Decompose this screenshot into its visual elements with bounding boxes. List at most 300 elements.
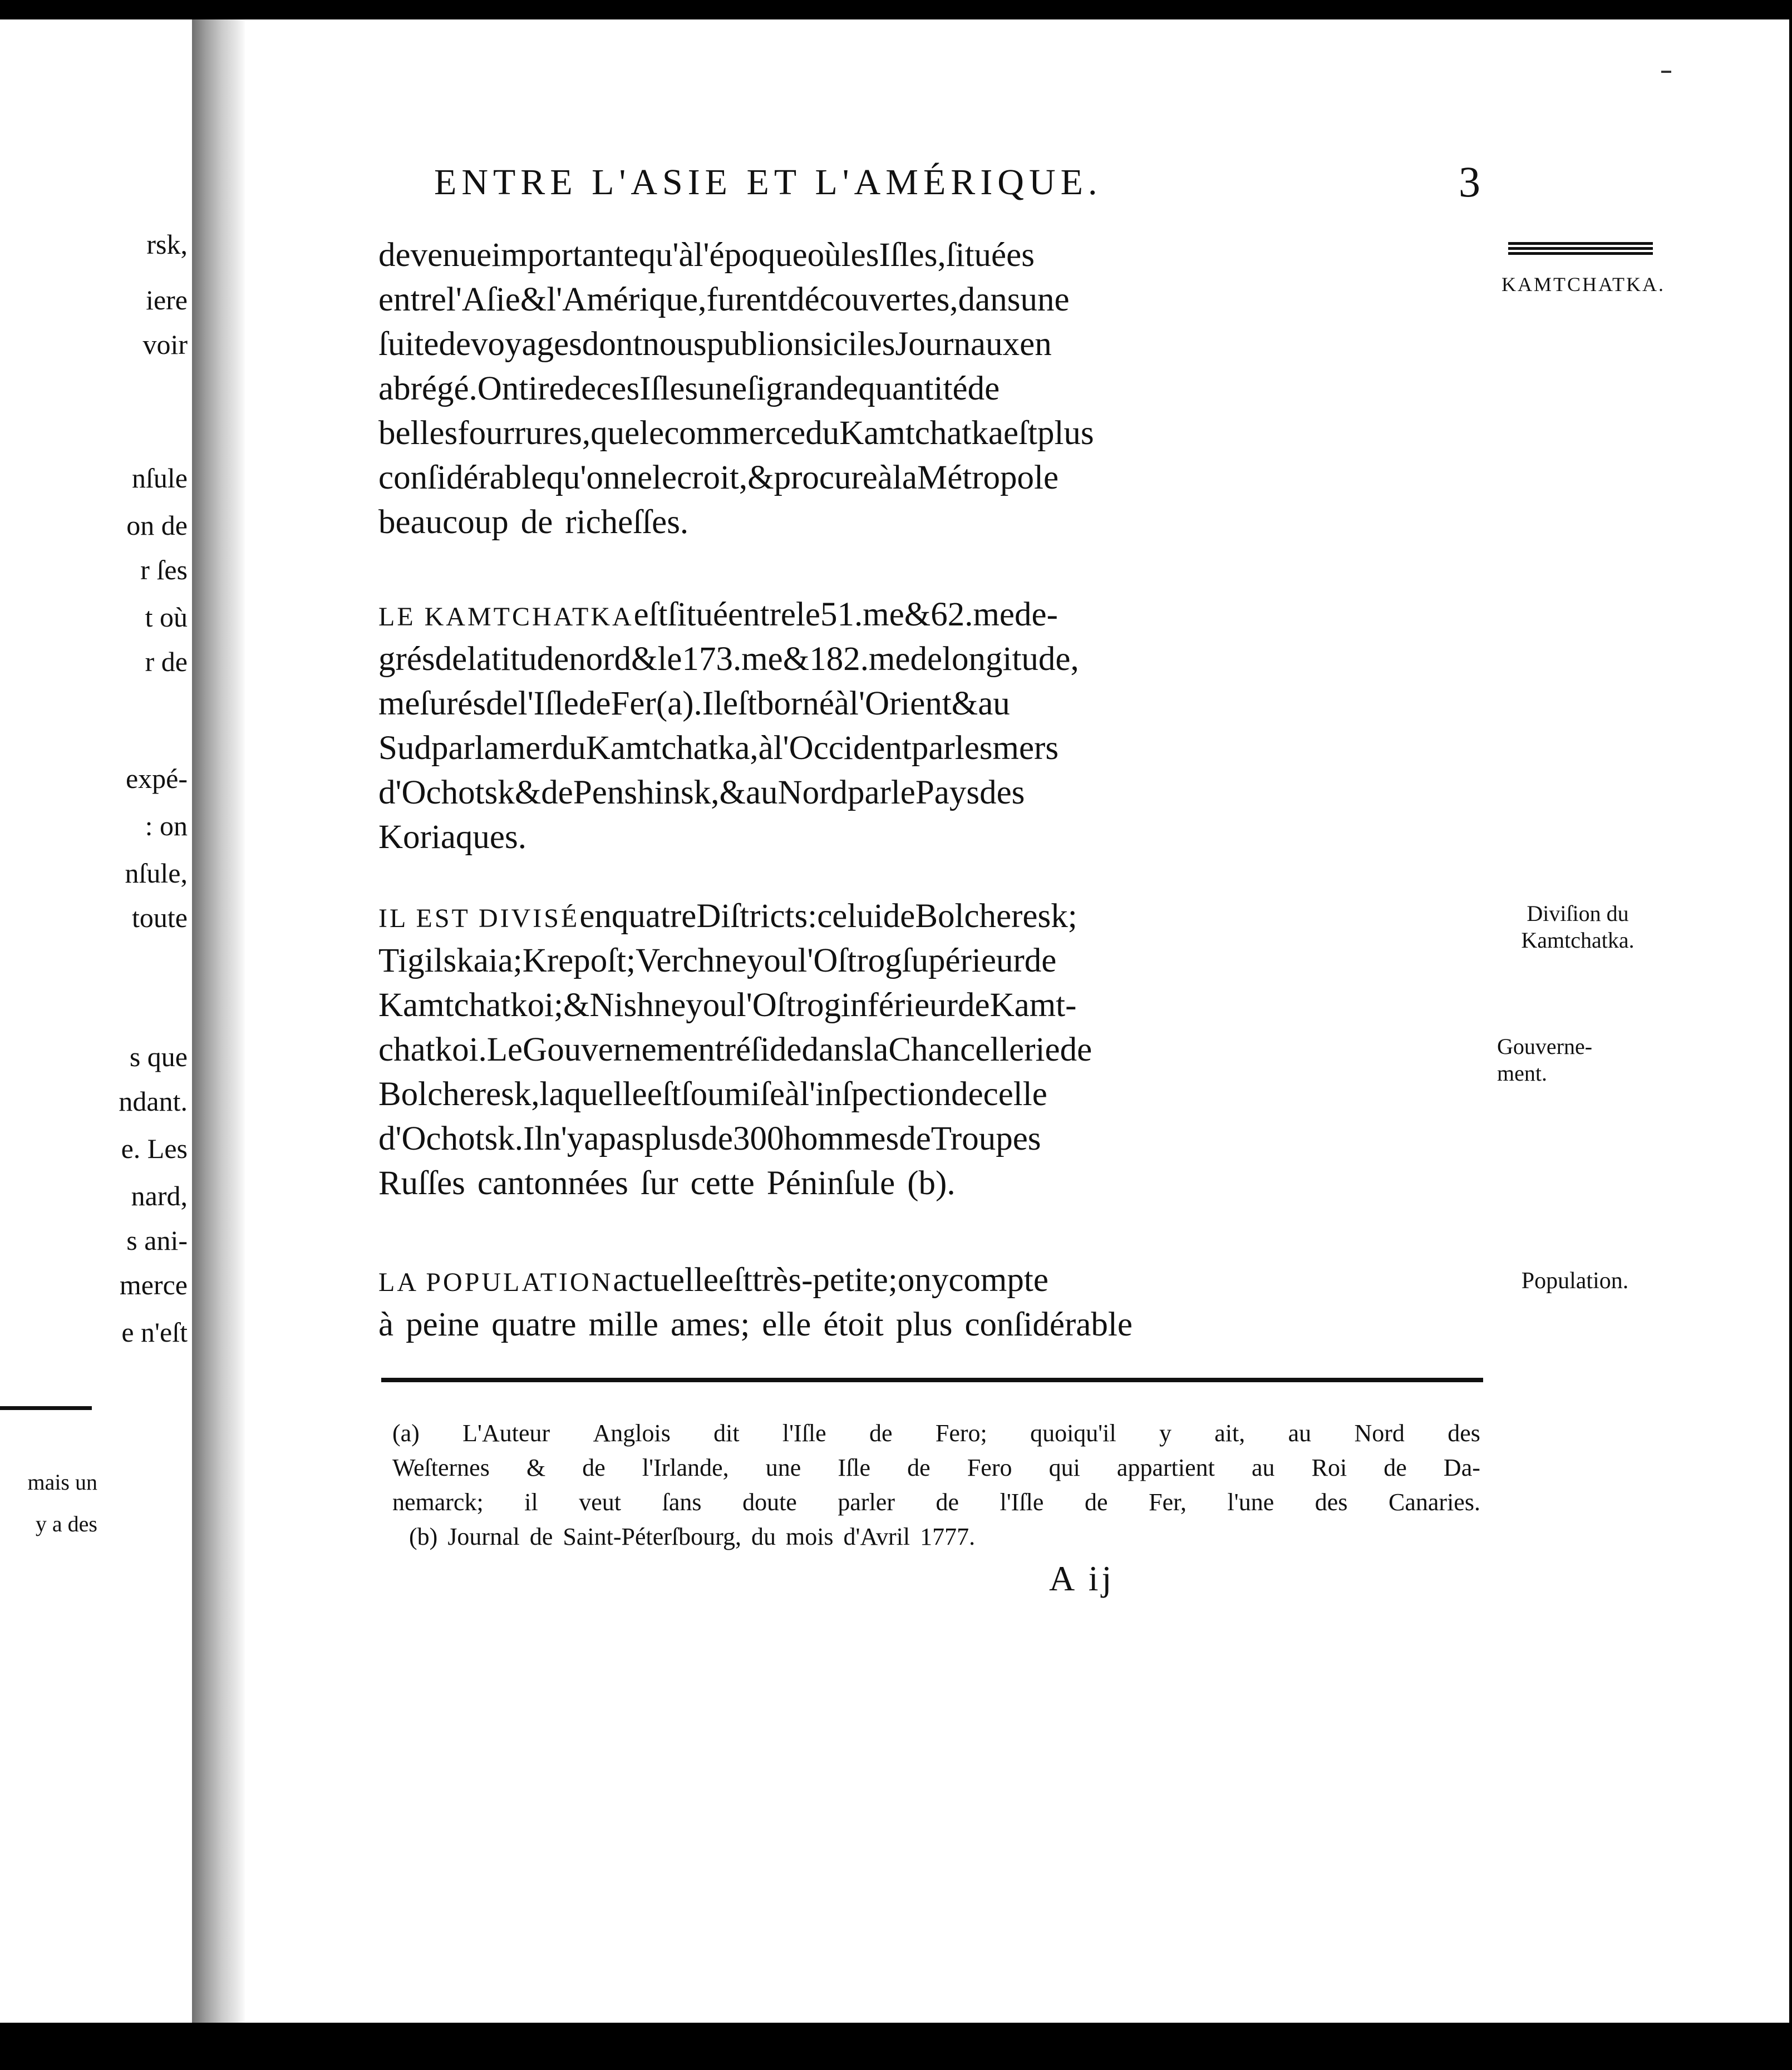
word: une [1020,281,1070,318]
running-header [434,157,1480,211]
page-number: 3 [1459,157,1480,206]
footnote-word: Weſternes [392,1454,490,1481]
word: l'Aſie [446,281,520,318]
word: Krepoſt; [522,942,636,979]
word: le [795,596,820,633]
word: eſt [718,1261,752,1299]
word: compte [948,1261,1048,1299]
word: (b). [907,1165,956,1202]
word: nord [569,640,631,678]
footnote-word: Roi [1311,1454,1347,1481]
margin-note-gouv-line1: Gouverne- [1497,1034,1593,1059]
word: Fer [611,685,656,722]
footnote-word: quoiqu'il [1030,1420,1116,1447]
word: du [805,415,840,452]
word: Il [702,685,723,722]
word: les [841,236,879,274]
text-line [378,278,1480,322]
footnote-word: de [529,1523,553,1550]
word: eſt [633,596,668,633]
text-line [378,1028,1480,1072]
word: & [747,459,774,496]
word: de [541,774,573,811]
left-page-text-fragment: on de [126,510,188,541]
text-line [378,500,1480,545]
word: ſupérieur [902,942,1025,979]
text-line [378,637,1480,682]
word: & [951,685,978,722]
text-line [378,1303,1480,1347]
footnote-word: Anglois [593,1420,671,1447]
word: le [652,459,677,496]
word: quatre [611,898,697,935]
word: Iſles, [879,236,946,274]
word: à [834,685,849,722]
word: Bolcheresk; [915,898,1077,935]
left-page-text-fragment: nſule [132,462,188,494]
footnotes [392,1416,1480,1554]
left-page-text-fragment: r de [145,646,188,677]
word: Diſtricts: [696,898,818,935]
footnote-word: 1777. [920,1523,976,1550]
word: d'Ochotsk [378,774,515,811]
text-line [378,815,1480,860]
word: Kamt- [989,987,1077,1024]
left-page-text-fragment: nard, [131,1180,188,1211]
word: 51.me [820,596,904,633]
word: Iſles [639,370,698,407]
word: & [563,987,590,1024]
text-line [378,593,1480,637]
word: conſidérable [964,1306,1133,1343]
word: Ruſſes [378,1165,465,1202]
left-page-text-fragment: e n'eſt [121,1317,188,1348]
word: à [378,1306,394,1343]
word: ici [823,326,858,363]
text-line [378,894,1480,939]
word: cantonnées [477,1165,628,1202]
word: le [639,415,664,452]
word: ſi [747,370,766,407]
word: que [590,415,640,452]
footnote-word: ait, [1214,1420,1245,1447]
footnote-word: une [765,1454,801,1481]
word: de [958,987,990,1024]
word: peine [406,1306,480,1343]
word: entre [378,281,446,318]
word: une [698,370,747,407]
word: ames; [670,1306,750,1343]
word: découvertes, [787,281,958,318]
word: beaucoup [378,504,509,541]
word: (a). [656,685,702,722]
word: de [899,1120,931,1157]
word: l'Oſtrog [736,987,841,1024]
left-page-text-fragment: expé- [125,763,188,794]
word: Koriaques. [378,819,526,856]
margin-note-division-line1: Diviſion du [1527,901,1629,926]
word: du [552,730,586,767]
word: en [579,898,612,935]
word: Gouvernement [523,1031,725,1068]
word: inférieur [841,987,958,1024]
word: Kamtchatka [839,415,1003,452]
word: voyages [471,326,582,363]
text-line [378,322,1480,367]
footnote-line [392,1485,1480,1520]
word: par [431,730,475,767]
footnote-word: ſans [662,1489,702,1516]
left-page-text-fragment: : on [145,810,188,841]
word: nous [642,326,707,363]
word: l'Occident [773,730,912,767]
left-page-text-fragment: rsk, [146,229,188,260]
word: Il [523,1120,544,1157]
word: Chancellerie [888,1031,1060,1068]
text-line [378,1258,1480,1303]
left-page-text-fragment: ndant. [119,1086,188,1117]
left-page-text-fragment: iere [146,284,188,316]
word: y [931,1261,949,1299]
word: Kamtchatka, [585,730,759,767]
word: Nord [777,774,848,811]
left-page-text-fragment: s que [129,1041,188,1072]
footnote-word: Saint-Péterſbourg, [563,1523,741,1550]
left-page-text-fragment: nſule, [125,857,188,889]
word: de- [1015,596,1058,633]
word: au [745,774,778,811]
left-page-fragment [0,19,192,2023]
left-page-text-fragment: e. Les [121,1133,188,1164]
word: en [1020,326,1052,363]
word: commerce [664,415,806,452]
footnote-line [392,1416,1480,1451]
word: hommes [784,1120,899,1157]
word: 300 [733,1120,784,1157]
word: & [631,640,658,678]
word: ces [596,370,640,407]
footnote-word: l'une [1227,1489,1274,1516]
left-page-text-fragment: toute [132,902,188,933]
word: Journaux [895,326,1020,363]
right-page [245,19,1789,2023]
header-title: ENTRE L'ASIE ET L'AMÉRIQUE. [434,162,1102,203]
word: & [520,281,547,318]
word: Troupes [931,1120,1041,1157]
footnote-word: Da- [1443,1454,1480,1481]
word: longitude, [942,640,1079,678]
word: quatre [491,1306,577,1343]
left-page-footnote-fragment: y a des [35,1511,97,1536]
word: Pays [915,774,980,811]
footnote-word: nemarck; [392,1489,484,1516]
text-line [378,939,1480,983]
word: 62.me [931,596,1015,633]
margin-note-gouvernement [1497,1033,1664,1087]
word: de [951,1076,983,1113]
word: à [758,730,774,767]
word: de [564,370,597,407]
word: entre [728,596,796,633]
word: conſidérable [378,459,547,496]
word: de [486,685,518,722]
word: & [719,774,746,811]
word: l'Orient [849,685,952,722]
word: on [897,1261,932,1299]
footnote-word: l'Iſle [1000,1489,1044,1516]
word: mer [499,730,552,767]
word: borné [757,685,834,722]
footnote-word: l'Irlande, [642,1454,729,1481]
paragraph-1 [378,233,1480,545]
word: plus [895,1306,953,1343]
margin-ornament [1508,242,1653,261]
word: & [782,640,810,678]
footnote-word: y [1159,1420,1171,1447]
word: LE KAMTCHATKA [378,602,634,632]
paragraph-2 [378,593,1480,860]
word: ſituées [946,236,1035,274]
word: quantité [858,370,968,407]
word: ſuite [378,326,439,363]
word: pas [599,1120,644,1157]
word: grés [378,640,435,678]
footnote-word: d'Avril [843,1523,910,1550]
word: importante [491,236,639,274]
word: où [807,236,841,274]
footnote-word: de [869,1420,893,1447]
footnote-word: du [751,1523,776,1550]
footnote-word: Nord [1354,1420,1405,1447]
footnote-word: appartient [1116,1454,1215,1481]
word: belles [378,415,458,452]
word: Bolcheresk, [378,1076,540,1113]
word: richeſſes. [565,504,689,541]
footnote-line [392,1451,1480,1485]
footnote-word: doute [742,1489,797,1516]
word: très-petite; [752,1261,898,1299]
footnote-rule [381,1378,1483,1382]
word: plus [1037,415,1094,452]
word: tire [519,370,564,407]
text-line [378,1161,1480,1206]
footnote-word: dit [713,1420,740,1447]
word: à [785,1076,800,1113]
word: celle [983,1076,1047,1113]
footnote-word: l'Iſle [782,1420,826,1447]
word: qu'à [638,236,694,274]
word: de [701,1120,733,1157]
word: Tigilskaia; [378,942,523,979]
footnote-word: de [1085,1489,1108,1516]
word: l'Iſle [518,685,579,722]
word: eſt [723,685,757,722]
margin-note-division-line2: Kamtchatka. [1521,928,1635,953]
footnote-word: Canaries. [1389,1489,1480,1516]
word: le [890,774,915,811]
word: ſoumiſe [681,1076,785,1113]
scan-mark [1661,71,1671,73]
footnote-word: veut [579,1489,622,1516]
word: Péninſule [766,1165,895,1202]
word: mers [992,730,1059,767]
word: de [435,640,467,678]
word: chatkoi. [378,1031,487,1068]
footnote-word: qui [1048,1454,1080,1481]
word: eſt [1003,415,1037,452]
word: latitude [467,640,569,678]
margin-note-population: Population. [1521,1268,1629,1294]
word: laquelle [539,1076,647,1113]
footnote-word: & [526,1454,546,1481]
word: 182.me [809,640,910,678]
word: LA POPULATION [378,1268,613,1297]
word: Le [486,1031,523,1068]
text-line [378,456,1480,500]
word: la [892,459,917,496]
footnote-word: de [907,1454,931,1481]
word: Nishney [589,987,703,1024]
word: Métropole [917,459,1059,496]
footnote-word: Iſle [838,1454,871,1481]
word: de [578,685,611,722]
text-line [378,771,1480,815]
footnote-word: (a) [392,1420,420,1447]
word: dans [958,281,1021,318]
text-line [378,367,1480,411]
word: Kamtchatkoi; [378,987,564,1024]
text-line [378,682,1480,726]
word: meſurés [378,685,486,722]
footnote-word: au [1251,1454,1275,1481]
word: procure [774,459,878,496]
word: celui [817,898,883,935]
text-line [378,233,1480,278]
word: ſur [640,1165,678,1202]
left-footnote-rule [0,1406,92,1410]
word: publions [706,326,824,363]
word: de [910,640,943,678]
word: par [911,730,955,767]
footnote-word: (b) [409,1523,438,1550]
footnote-word: Fer, [1149,1489,1187,1516]
footnote-word: des [1315,1489,1348,1516]
word: eſt [647,1076,681,1113]
book-gutter [192,19,245,2023]
footnote-word: de [936,1489,959,1516]
word: Sud [378,730,431,767]
footnote-word: de [1384,1454,1407,1481]
word: de [1060,1031,1092,1068]
left-page-text-fragment: voir [142,329,188,360]
word: de [883,898,915,935]
word: l'Oſtrog [797,942,902,979]
word: par [847,774,891,811]
word: mille [588,1306,658,1343]
footnote-line [392,1520,1480,1554]
word: de [439,326,471,363]
footnote-word: Fero [967,1454,1012,1481]
paragraph-3 [378,894,1480,1206]
footnote-word: mois [785,1523,834,1550]
footnote-word: L'Auteur [462,1420,550,1447]
footnote-word: des [1448,1420,1480,1447]
word: les [954,730,993,767]
word: ou [702,987,737,1024]
word: l'inſpection [800,1076,952,1113]
word: la [864,1031,889,1068]
word: ſitué [667,596,728,633]
word: 173.me [682,640,783,678]
word: actuelle [613,1261,719,1299]
footnote-word: au [1288,1420,1312,1447]
text-line [378,983,1480,1028]
word: & [904,596,931,633]
text-line [378,1117,1480,1161]
text-line [378,1072,1480,1117]
word: On [477,370,519,407]
margin-note-gouv-line2: ment. [1497,1061,1547,1086]
word: IL EST DIVISÉ [378,904,580,933]
signature-mark: A ij [1049,1559,1115,1598]
word: a [584,1120,599,1157]
footnote-word: il [524,1489,538,1516]
left-page-text-fragment: s ani- [126,1225,188,1256]
footnote-word: Fero; [935,1420,987,1447]
left-page-text-fragment: r ſes [140,554,188,585]
word: qu'on [546,459,621,496]
word: le [657,640,682,678]
word: ou [764,942,798,979]
word: devenue [378,236,492,274]
word: de [520,504,553,541]
word: au [978,685,1010,722]
margin-note-kamtchatka: KAMTCHATKA. [1501,273,1665,295]
word: de [967,370,1000,407]
word: furent [706,281,788,318]
word: Penshinsk, [573,774,720,811]
word: les [857,326,895,363]
word: dans [801,1031,864,1068]
word: dont [582,326,643,363]
word: plus [644,1120,701,1157]
word: abrégé. [378,370,477,407]
word: de [1024,942,1057,979]
paragraph-4 [378,1258,1480,1347]
word: grande [766,370,859,407]
word: cette [690,1165,755,1202]
footnote-word: parler [838,1489,895,1516]
word: d'Ochotsk. [378,1120,524,1157]
left-page-footnote-fragment: mais un [27,1470,97,1495]
footnote-word: de [582,1454,605,1481]
left-page-text-fragment: merce [119,1269,188,1300]
word: réſide [724,1031,802,1068]
left-page-text-fragment: t où [145,602,188,633]
word: & [514,774,541,811]
word: étoit [823,1306,884,1343]
word: des [979,774,1025,811]
word: croit, [677,459,748,496]
margin-note-division [1489,900,1667,954]
word: n'y [544,1120,584,1157]
word: l'époque [693,236,808,274]
word: Verchney [636,942,764,979]
word: la [474,730,499,767]
text-line [378,726,1480,771]
text-line [378,411,1480,456]
word: à [877,459,893,496]
